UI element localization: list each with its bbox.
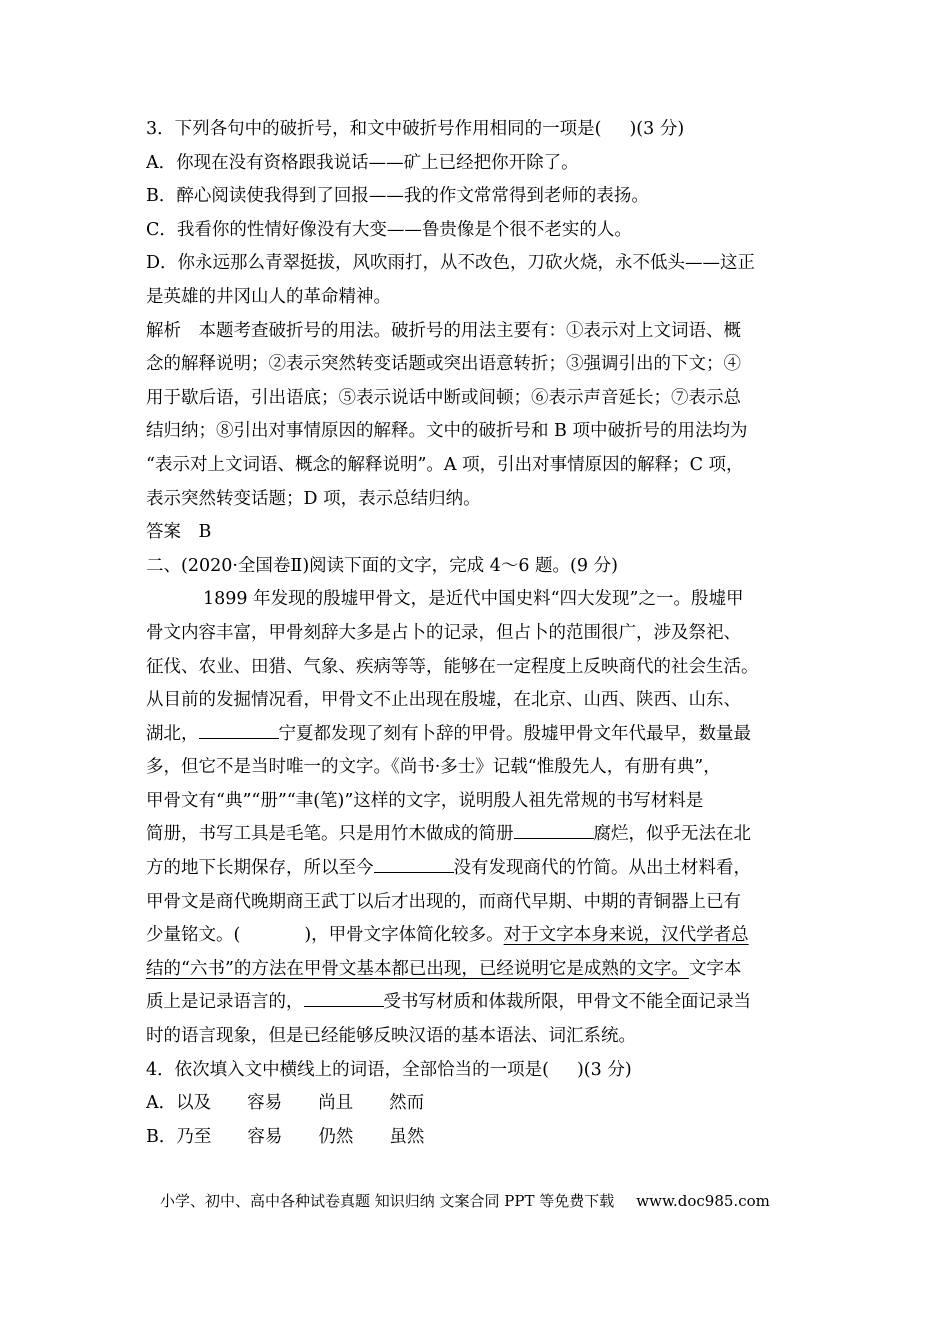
fill-blank <box>514 824 594 839</box>
question-4-option-a: A．以及 容易 尚且 然而 <box>146 1093 425 1114</box>
underlined-sentence: 对于文字本身来说，汉代学者总 <box>503 925 749 946</box>
footer-text: 小学、初中、高中各种试卷真题 知识归纳 文案合同 PPT 等免费下载 <box>160 1192 615 1210</box>
analysis-line: 表示突然转变话题；D 项，表示总结归纳。 <box>146 488 481 509</box>
question-4-stem: 4．依次填入文中横线上的词语，全部恰当的一项是( )(3 分) <box>146 1059 632 1080</box>
passage-line: 简册，书写工具是毛笔。只是用竹木做成的简册 腐烂，似乎无法在北 <box>146 824 751 845</box>
page-footer <box>160 1190 770 1212</box>
section-2-heading: 二、(2020·全国卷Ⅱ)阅读下面的文字，完成 4～6 题。(9 分) <box>146 555 618 576</box>
passage-line: 结的“六书”的方法在甲骨文基本都已出现，已经说明它是成熟的文字。文字本 <box>146 958 742 979</box>
question-3-option-d-line-1: D．你永远那么青翠挺拔，风吹雨打，从不改色，刀砍火烧，永不低头——这正 <box>146 253 756 274</box>
question-3-stem: 3．下列各句中的破折号，和文中破折号作用相同的一项是( )(3 分) <box>146 119 685 139</box>
passage-line: 从目前的发掘情况看，甲骨文不止出现在殷墟，在北京、山西、陕西、山东、 <box>146 690 741 711</box>
underlined-sentence: 结的“六书”的方法在甲骨文基本都已出现，已经说明它是成熟的文字。 <box>146 958 689 979</box>
question-4-option-b: B．乃至 容易 仍然 虽然 <box>146 1126 425 1147</box>
fill-blank <box>199 724 279 739</box>
passage-line: 多，但它不是当时唯一的文字。《尚书·多士》记载“惟殷先人，有册有典”， <box>146 757 721 778</box>
passage-line: 湖北， 宁夏都发现了刻有卜辞的甲骨。殷墟甲骨文年代最早，数量最 <box>146 723 751 744</box>
analysis-line: 解析 本题考查破折号的用法。破折号的用法主要有：①表示对上文词语、概 <box>146 320 741 341</box>
passage-line: 少量铭文。( )，甲骨文字体简化较多。对于文字本身来说，汉代学者总 <box>146 925 749 946</box>
analysis-line: “表示对上文词语、概念的解释说明”。A 项，引出对事情原因的解释；C 项， <box>146 454 744 475</box>
analysis-line: 念的解释说明；②表示突然转变话题或突出语意转折；③强调引出的下文；④ <box>146 354 741 375</box>
passage-line: 质上是记录语言的， 受书写材质和体裁所限，甲骨文不能全面记录当 <box>146 992 751 1013</box>
passage-line: 方的地下长期保存，所以至今 没有发现商代的竹简。从出土材料看， <box>146 858 751 879</box>
analysis-line: 结归纳；⑧引出对事情原因的解释。文中的破折号和 B 项中破折号的用法均为 <box>146 421 748 442</box>
passage-line: 甲骨文有“典”“册”“聿(笔)”这样的文字，说明殷人祖先常规的书写材料是 <box>146 790 704 811</box>
question-3-option-a: A．你现在没有资格跟我说话——矿上已经把你开除了。 <box>146 152 579 173</box>
passage-line: 1899 年发现的殷墟甲骨文，是近代中国史料“四大发现”之一。殷墟甲 <box>203 589 744 610</box>
fill-blank <box>374 858 454 873</box>
passage-line: 甲骨文是商代晚期商王武丁以后才出现的，而商代早期、中期的青铜器上已有 <box>146 891 741 912</box>
passage-line: 征伐、农业、田猎、气象、疾病等等，能够在一定程度上反映商代的社会生活。 <box>146 656 759 677</box>
question-3-option-d-line-2: 是英雄的井冈山人的革命精神。 <box>146 286 391 307</box>
analysis-line: 用于歇后语，引出语底；⑤表示说话中断或间顿；⑥表示声音延长；⑦表示总 <box>146 387 741 408</box>
answer-line: 答案 B <box>146 522 212 543</box>
footer-link[interactable]: www.doc985.com <box>636 1192 770 1210</box>
document-content <box>146 113 814 1154</box>
fill-blank <box>304 992 384 1007</box>
question-3-option-b: B．醉心阅读使我得到了回报——我的作文常常得到老师的表扬。 <box>146 186 649 207</box>
question-3-option-c: C．我看你的性情好像没有大变——鲁贵像是个很不老实的人。 <box>146 219 632 240</box>
passage-line: 骨文内容丰富，甲骨刻辞大多是占卜的记录，但占卜的范围很广，涉及祭祀、 <box>146 622 741 643</box>
passage-line: 时的语言现象，但是已经能够反映汉语的基本语法、词汇系统。 <box>146 1026 636 1047</box>
